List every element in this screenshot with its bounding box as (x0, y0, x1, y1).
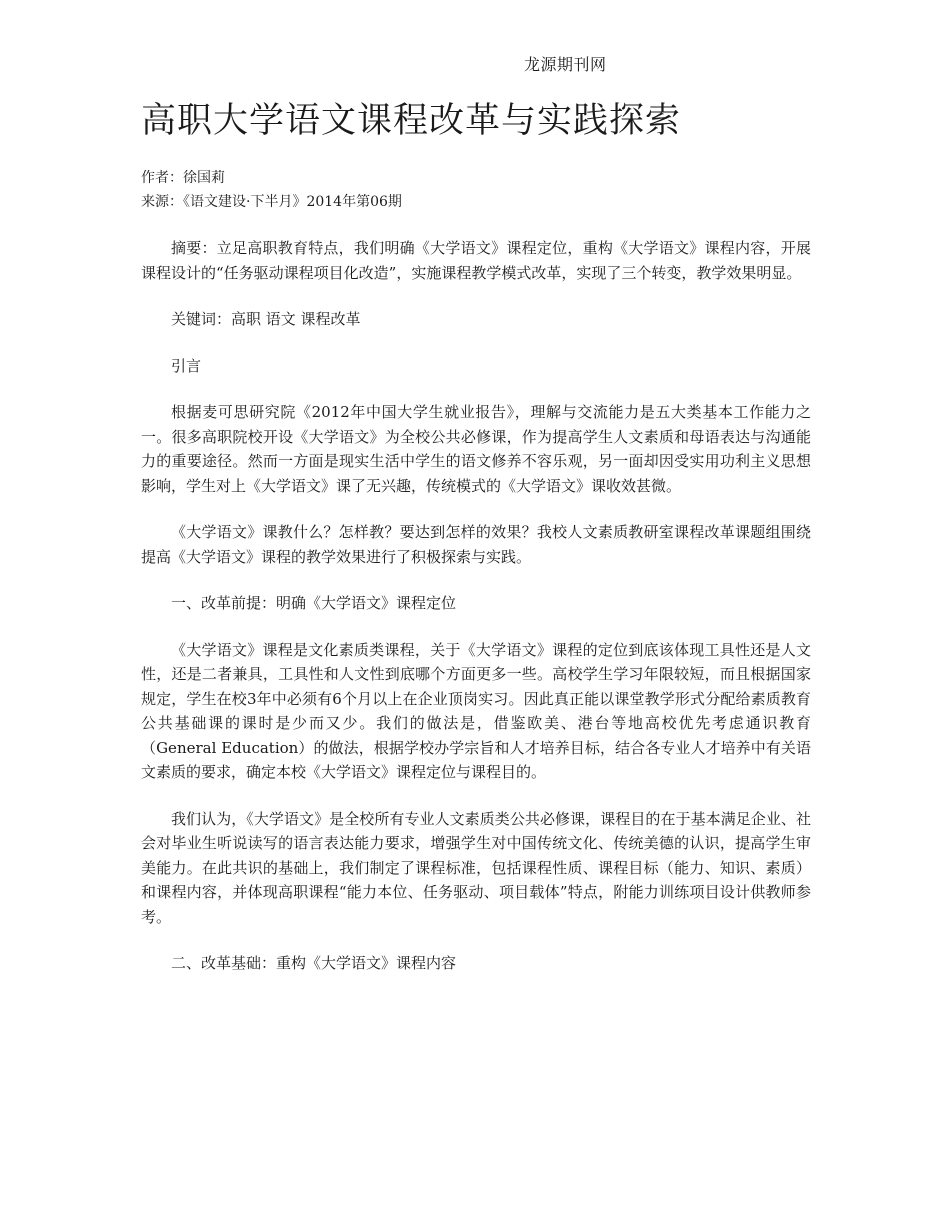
site-name: 龙源期刊网 (524, 55, 607, 74)
section-heading-2: 二、改革基础：重构《大学语文》课程内容 (171, 954, 457, 972)
article-source: 来源：《语文建设·下半月》2014年第06期 (141, 194, 402, 210)
section-heading-introduction: 引言 (171, 356, 202, 375)
body-paragraph: 《大学语文》课程是文化素质类课程，关于《大学语文》课程的定位到底该体现工具性还是人文性，还是二者兼具，工具性和人文性到底哪个方面更多一些。高校学生学习年限较短，而且根据国家规定，学生在校3年中必须有6个月以上在企业顶岗实习。因此真正能以课堂教学形式分配给素质教育公共基础课的课时是少而又少。我们的做法是，借鉴欧美、港台等地高校优先考虑通识教育（General Education）的做法，根据学校办学宗旨和人才培养目标，结合各专业人才培养中有关语文素质的要求，确定本校《大学语文》课程定位与课程目的。 (141, 640, 811, 781)
keywords-paragraph: 关键词：高职 语文 课程改革 (171, 310, 361, 328)
body-paragraph: 根据麦可思研究院《2012年中国大学生就业报告》，理解与交流能力是五大类基本工作能力之一。很多高职院校开设《大学语文》为全校公共必修课，作为提高学生人文素质和母语表达与沟通能力的重要途径。然而一方面是现实生活中学生的语文修养不容乐观，另一面却因受实用功利主义思想影响，学生对上《大学语文》课了无兴趣，传统模式的《大学语文》课收效甚微。 (141, 403, 811, 495)
article-title: 高职大学语文课程改革与实践探索 (141, 101, 682, 141)
abstract-paragraph: 摘要：立足高职教育特点，我们明确《大学语文》课程定位，重构《大学语文》课程内容，开展课程设计的“任务驱动课程项目化改造”，实施课程教学模式改革，实现了三个转变，教学效果明显。 (141, 239, 811, 282)
section-heading-1: 一、改革前提：明确《大学语文》课程定位 (171, 594, 457, 612)
article-body (141, 236, 811, 998)
body-paragraph: 《大学语文》课教什么？怎样教？要达到怎样的效果？我校人文素质教研室课程改革课题组围绕提高《大学语文》课程的教学效果进行了积极探索与实践。 (141, 523, 811, 566)
body-paragraph: 我们认为，《大学语文》是全校所有专业人文素质类公共必修课，课程目的在于基本满足企业、社会对毕业生听说读写的语言表达能力要求，增强学生对中国传统文化、传统美德的认识，提高学生审美能力。在此共识的基础上，我们制定了课程标准，包括课程性质、课程目标（能力、知识、素质）和课程内容，并体现高职课程“能力本位、任务驱动、项目载体”特点，附能力训练项目设计供教师参考。 (141, 809, 811, 926)
article-author: 作者：徐国莉 (141, 170, 225, 186)
